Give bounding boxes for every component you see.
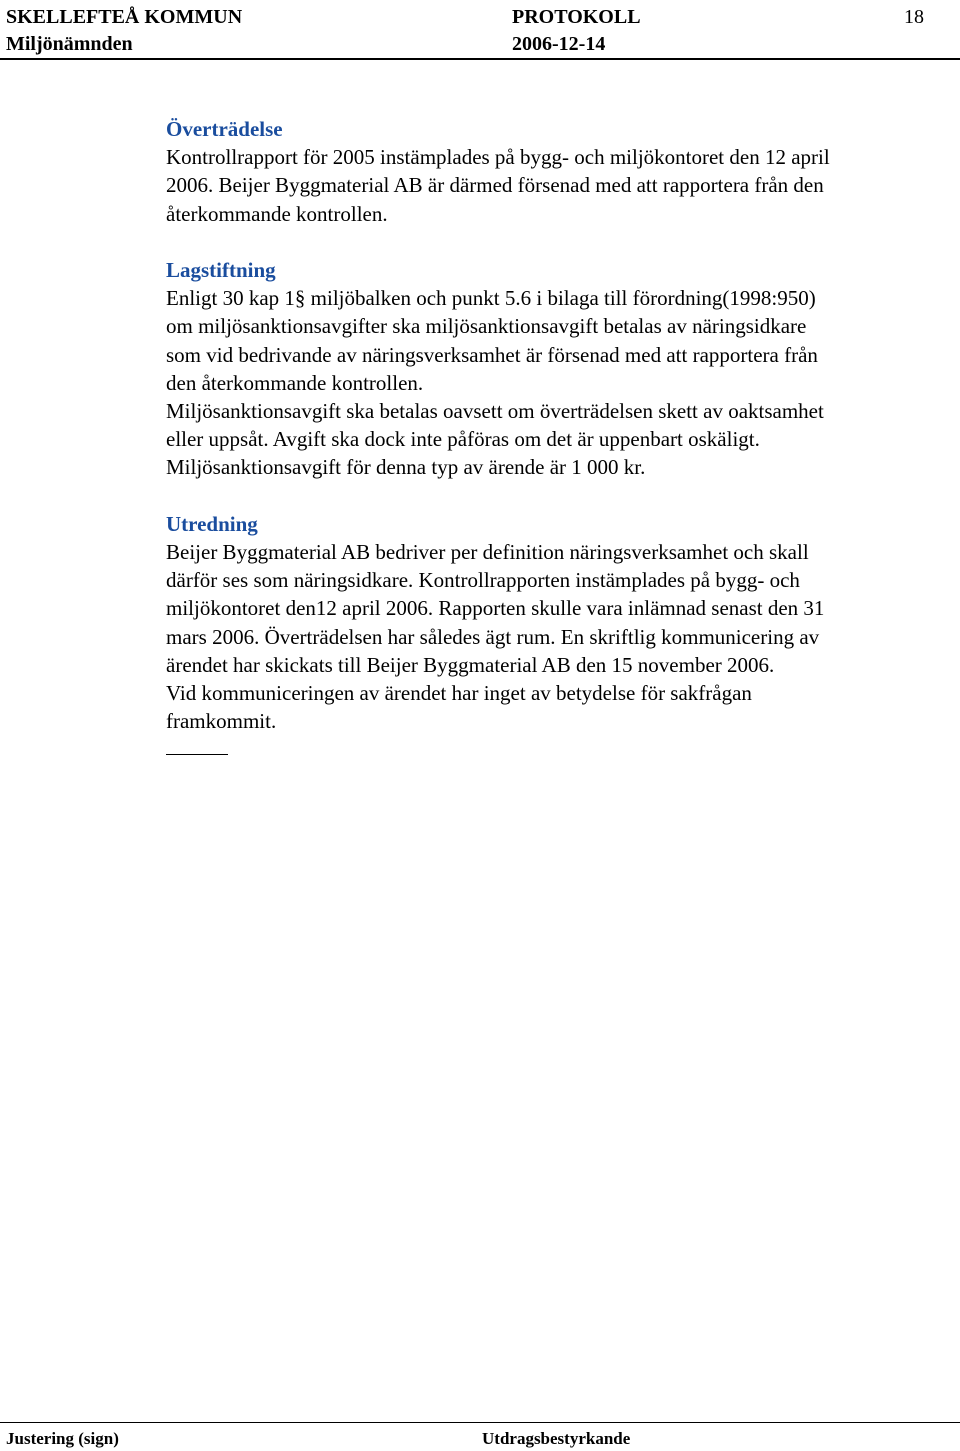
text-line: Miljösanktionsavgift ska betalas oavsett om överträdelsen skett av oaktsamhet (166, 399, 824, 424)
header-divider (0, 58, 960, 60)
text-line: ärendet har skickats till Beijer Byggmaterial AB den 15 november 2006. (166, 652, 775, 677)
section-utredning (166, 510, 936, 736)
text-line: framkommit. (166, 709, 277, 734)
document-date: 2006-12-14 (512, 33, 606, 55)
text-line: mars 2006. Överträdelsen har således ägt rum. En skriftlig kommunicering av (166, 624, 820, 649)
text-line: Enligt 30 kap 1§ miljöbalken och punkt 5.6 i bilaga till förordning(1998:950) (166, 286, 816, 311)
organization-name: SKELLEFTEÅ KOMMUN (6, 6, 243, 28)
page-number: 18 (904, 6, 924, 28)
extract-certification-label: Utdragsbestyrkande (482, 1429, 631, 1448)
section-heading: Utredning (166, 511, 258, 536)
text-line: som vid bedrivande av näringsverksamhet är försenad med att rapportera från (166, 342, 818, 367)
section-overtradelse (166, 115, 936, 228)
text-line: eller uppsåt. Avgift ska dock inte påföras om det är uppenbart oskäligt. (166, 427, 760, 452)
text-line: Beijer Byggmaterial AB bedriver per definition näringsverksamhet och skall (166, 540, 809, 565)
text-line: den återkommande kontrollen. (166, 370, 424, 395)
text-line: Kontrollrapport för 2005 instämplades på bygg- och miljökontoret den 12 april (166, 145, 830, 170)
section-heading: Överträdelse (166, 117, 283, 141)
text-line: om miljösanktionsavgifter ska miljösanktionsavgift betalas av näringsidkare (166, 314, 807, 339)
section-lagstiftning (166, 256, 936, 482)
text-line: Vid kommuniceringen av ärendet har inget av betydelse för sakfrågan (166, 681, 752, 706)
board-name: Miljönämnden (6, 33, 133, 55)
text-line: miljökontoret den12 april 2006. Rapporten skulle vara inlämnad senast den 31 (166, 596, 825, 621)
text-line: Miljösanktionsavgift för denna typ av ärende är 1 000 kr. (166, 455, 646, 480)
section-heading: Lagstiftning (166, 258, 276, 282)
document-type: PROTOKOLL (512, 6, 641, 28)
document-body (166, 115, 936, 764)
text-line: därför ses som näringsidkare. Kontrollrapporten instämplades på bygg- och (166, 568, 800, 593)
end-of-text-rule (166, 754, 228, 755)
signature-label: Justering (sign) (6, 1429, 119, 1448)
text-line: 2006. Beijer Byggmaterial AB är därmed försenad med att rapportera från den (166, 173, 824, 198)
footer-divider (0, 1422, 960, 1423)
text-line: återkommande kontrollen. (166, 201, 388, 226)
